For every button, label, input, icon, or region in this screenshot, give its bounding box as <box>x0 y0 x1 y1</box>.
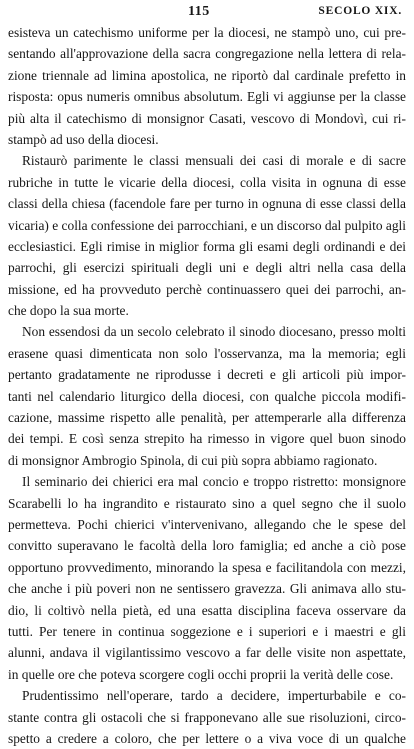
text-line: cazione, massime rispetto alle penalità, per attemperarle alla differenza <box>8 410 406 426</box>
text-line: spetto a credere a coloro, che per lettere o a viva voce di un qualche <box>8 730 406 746</box>
text-line: zione triennale ad limina apostolica, ne riportò dal cardinale prefetto in <box>8 67 406 83</box>
text-line: Ristaurò parimente le classi mensuali dei casi di morale e di sacre <box>22 153 406 169</box>
text-line: dei tempi. E così senza strepito ha rimesso in vigore quel buon sinodo <box>8 431 406 447</box>
text-line: tutti. Per tenere in continua soggezione e i superiori e i maestri e gli <box>8 623 406 639</box>
text-line: permetteva. Pochi chierici v'intervenivano, allegando che le spese del <box>8 516 406 532</box>
text-line: dio, li coltivò nella pietà, ed una esatta disciplina faceva osservare da <box>8 602 406 618</box>
text-line: tanti nel calendario liturgico della diocesi, con qualche piccola modifi- <box>8 388 406 404</box>
text-line: esisteva un catechismo uniforme per la diocesi, ne stampò uno, cui pre- <box>8 25 406 40</box>
text-line: parrochi, gli esercizi spirituali degli uni e degli altri nella casa della <box>8 260 406 276</box>
page-number: 115 <box>188 4 210 19</box>
page-header <box>8 4 406 20</box>
text-line: risposta: opus numeris omnibus absolutum. Egli vi aggiunse per la classe <box>8 89 406 105</box>
text-line: stante contra gli ostacoli che si frapponevano alle sue risoluzioni, circo- <box>8 709 406 725</box>
text-line: ecclesiastici. Egli rimise in miglior forma gli esami degli ordinandi e dei <box>8 238 406 254</box>
text-line: opportuno provvedimento, minorando la spesa e facilitandola con mezzi, <box>8 559 406 575</box>
text-line: vicaria) e colla confessione dei parrocchiani, e un discorso dal pulpito agli <box>8 217 406 233</box>
text-line: pertanto gradatamente ne riprodusse i decreti e gli articoli più impor- <box>8 367 406 383</box>
text-line: rubriche in tutte le vicarie della diocesi, colla visita in ognuna di esse <box>8 174 406 190</box>
text-line: classi della chiesa (facendole fare per turno in ognuna di esse classi della <box>8 196 406 212</box>
text-line: alunni, andava il vigilantissimo vescovo a far delle visite non aspettate, <box>8 645 406 661</box>
text-line: stampò ad uso della diocesi. <box>8 131 159 147</box>
text-line: che dopo la sua morte. <box>8 303 129 319</box>
text-line: Scarabelli lo ha ingrandito e ristaurato sino a quel segno che il suolo <box>8 495 406 511</box>
text-line: Il seminario dei chierici era mal concio e troppo ristretto: monsignore <box>22 474 406 490</box>
text-line: che anche i più poveri non ne sentissero gravezza. Gli animava allo stu- <box>8 581 406 597</box>
text-line: erasene quasi dimenticata non solo l'osservanza, ma la memoria; egli <box>8 345 406 361</box>
text-line: convitto superavano le facoltà della loro famiglia; ed anche a ciò pose <box>8 538 406 554</box>
text-line: sentando all'approvazione della sacra congregazione nella lettera di rela- <box>8 46 406 62</box>
book-page <box>8 4 406 746</box>
text-line: missione, ed ha provveduto perchè continuassero quei dei parrochi, an- <box>8 281 406 297</box>
text-line: di monsignor Ambrogio Spinola, di cui più sopra abbiamo ragionato. <box>8 452 378 468</box>
text-line: più alta il catechismo di monsignor Casati, vescovo di Mondovì, cui ri- <box>8 110 406 126</box>
text-line: in quelle ore che poteva scorgere cogli occhi proprii la verità delle cose. <box>8 666 394 682</box>
text-line: Prudentissimo nell'operare, tardo a decidere, imperturbabile e co- <box>22 688 406 704</box>
text-line: Non essendosi da un secolo celebrato il sinodo diocesano, presso molti <box>22 324 406 340</box>
running-head: SECOLO XIX. <box>318 5 402 17</box>
body-text <box>8 22 406 749</box>
